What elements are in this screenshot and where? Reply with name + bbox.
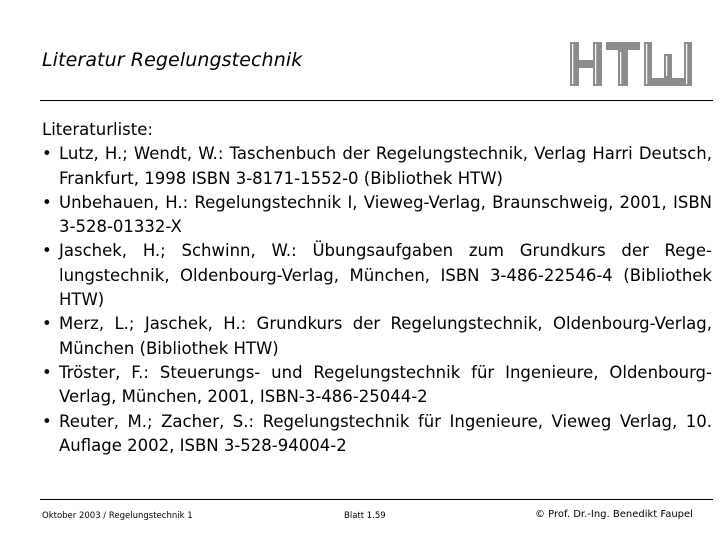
reference-list	[42, 142, 712, 458]
list-heading: Literaturliste:	[42, 120, 153, 139]
reference-text: Merz, L.; Jaschek, H.: Grundkurs der Regelungstechnik, Oldenbourg-Verlag, München (Bibliothek HTW)	[59, 314, 712, 358]
list-item	[42, 142, 712, 191]
list-item	[42, 312, 712, 361]
reference-text: Unbehauen, H.: Regelungstechnik I, Vieweg-Verlag, Braunschweig, 2001, ISBN 3-528-01332-X	[59, 192, 712, 237]
list-item	[42, 410, 712, 459]
footer-copyright: © Prof. Dr.-Ing. Benedikt Faupel	[535, 509, 693, 520]
list-item	[42, 239, 712, 312]
reference-text: Jaschek, H.; Schwinn, W.: Übungsaufgaben zum Grundkurs der Rege-lungstechnik, Oldenbourg-Verlag, München, ISBN 3-486-22546-4 (Bibliothek HTW)	[59, 241, 712, 310]
reference-text: Lutz, H.; Wendt, W.: Taschenbuch der Regelungstechnik, Verlag Harri Deutsch, Frankfurt, 1998 ISBN 3-8171-1552-0 (Bibliothek HTW)	[59, 144, 712, 188]
bullet-icon: •	[42, 362, 52, 382]
slide-title: Literatur Regelungstechnik	[42, 49, 303, 71]
list-item	[42, 191, 712, 240]
htw-logo	[570, 40, 695, 88]
footer-divider	[40, 499, 713, 500]
footer-page-number: Blatt 1.59	[344, 511, 386, 521]
footer-date-course: Oktober 2003 / Regelungstechnik 1	[42, 511, 193, 521]
reference-text: Reuter, M.; Zacher, S.: Regelungstechnik für Ingenieure, Vieweg Verlag, 10. Auflage 2002, ISBN 3-528-94004-2	[59, 411, 712, 455]
bullet-icon: •	[42, 411, 52, 431]
reference-text: Tröster, F.: Steuerungs- und Regelungstechnik für Ingenieure, Oldenbourg-Verlag, München, 2001, ISBN-3-486-25044-2	[59, 362, 712, 407]
reference-content	[42, 118, 712, 458]
list-item	[42, 361, 712, 410]
bullet-icon: •	[42, 241, 52, 261]
header-divider	[40, 100, 713, 101]
bullet-icon: •	[42, 192, 52, 212]
bullet-icon: •	[42, 144, 52, 164]
bullet-icon: •	[42, 314, 52, 334]
